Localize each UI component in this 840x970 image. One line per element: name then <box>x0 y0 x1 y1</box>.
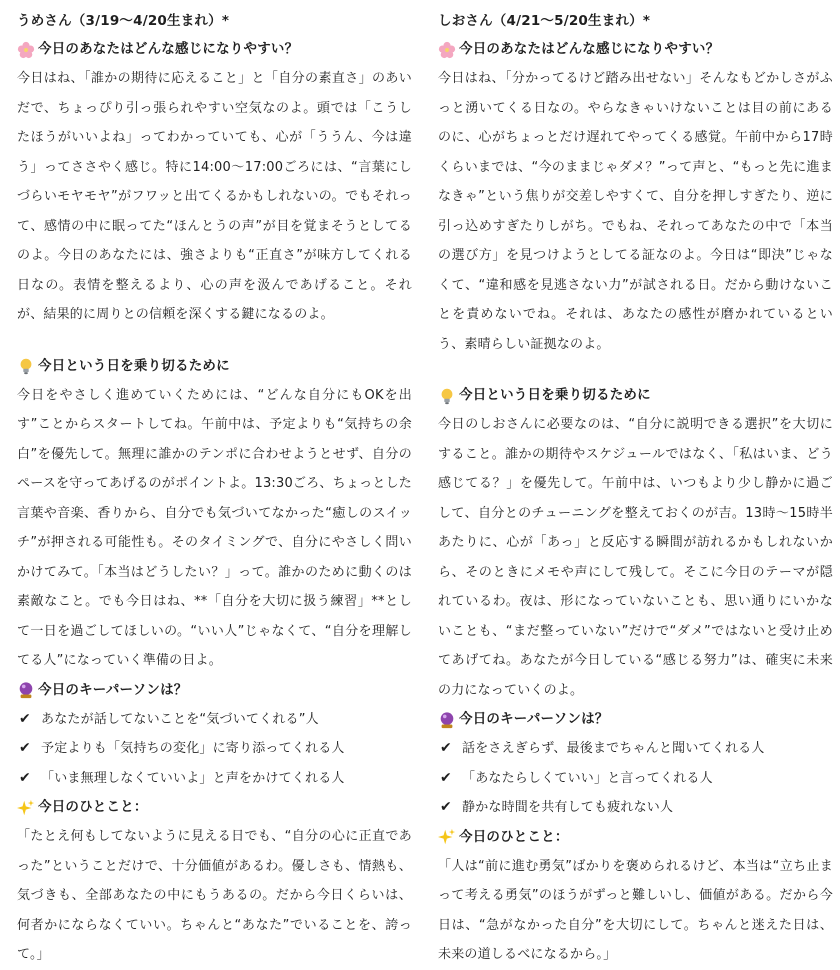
sign-name-heading: うめさん（3/19〜4/20生まれ）* <box>17 13 230 29</box>
word-title: 今日のひとこと： <box>38 799 148 815</box>
keyperson-list <box>438 734 833 823</box>
list-item <box>17 705 412 735</box>
list-item <box>17 764 412 794</box>
feeling-body: 今日はね、「誰かの期待に応えること」と「自分の素直さ」のあいだで、ちょっぴり引っ張られやすい空気なのよ。頭では「こうしたほうがいいよね」ってわかっていても、心が「ううん、今は違う」ってささやく感じ。特に14:00〜17:00ごろには、“言葉にしづらいモヤモヤ”がフワッと出てくるかもしれないの。でもそれって、感情の中に眠ってた“ほんとうの声”が目を覚まそうとしてるのよ。今日のあなたには、強さよりも“正直さ”が味方してくれる日なの。表情を整えるより、心の声を汲んであげること。それが、結果的に周りとの信頼を深くする鍵になるのよ。 <box>17 71 412 322</box>
sign-name-heading: しおさん（4/21〜5/20生まれ）* <box>438 13 651 29</box>
keyperson-item-text: あなたが話してないことを“気づいてくれる”人 <box>41 711 319 727</box>
cherry-blossom-icon <box>438 41 456 59</box>
feeling-body: 今日はね、「分かってるけど踏み出せない」そんなもどかしさがふっと湧いてくる日なの。やらなきゃいけないことは目の前にあるのに、心がちょっとだけ遅れてやってくる感覚。午前中から17時くらいまでは、“今のままじゃダメ？”って声と、“もっと先に進まなきゃ”という焦りが交差しやすくて、自分を押しすぎたり、逆に引っ込めすぎたりしがち。でもね、それってあなたの中で「本当の選び方」を見つけようとしてる証なのよ。今日は“即決”じゃなくて、“違和感を見逃さない力”が試される日。だから動けないことを責めないでね。それは、あなたの感性が磨かれているという、素晴らしい証拠なのよ。 <box>438 71 833 352</box>
tips-body: 今日をやさしく進めていくためには、“どんな自分にもOKを出す”ことからスタートしてね。午前中は、予定よりも“気持ちの余白”を優先して。無理に誰かのテンポに合わせようとせず、自分のペースを守ってあげるのがポイントよ。13:30ごろ、ちょっとした言葉や音楽、香りから、自分でも気づいてなかった“癒しのスイッチ”が押される可能性も。そのタイミングで、自分にやさしく問いかけてみて。「本当はどうしたい？」って。誰かのために動くのは素敵なこと。でも今日はね、**「自分を大切に扱う練習」**として一日を過ごしてほしいの。“いい人”じゃなくて、“自分を理解してる人”になっていく準備の日よ。 <box>17 387 412 668</box>
word-body: 「人は“前に進む勇気”ばかりを褒められるけど、本当は“立ち止まって考える勇気”のほうがずっと難しいし、価値がある。だから今日は、“急がなかった自分”を大切にして。ちゃんと迷えた日は、未来の道しるべになるから。」 <box>438 858 833 962</box>
feeling-heading <box>438 35 833 64</box>
feeling-heading <box>17 35 412 64</box>
check-mark-icon: ✔ <box>440 799 452 815</box>
cherry-blossom-icon <box>17 41 35 59</box>
tips-title: 今日という日を乗り切るために <box>459 387 651 403</box>
word-heading <box>438 823 833 852</box>
right-column <box>438 0 833 970</box>
tips-heading <box>17 352 412 381</box>
feeling-title: 今日のあなたはどんな感じになりやすい？ <box>459 41 720 57</box>
word-body: 「たとえ何もしてないように見える日でも、“自分の心に正直であった”ということだけで、十分価値があるわ。優しさも、情熱も、気づきも、全部あなたの中にもうあるの。だから今日くらいは、何者かにならなくていい。ちゃんと“あなた”でいることを、誇って。」 <box>17 829 412 962</box>
crystal-ball-icon <box>17 681 35 699</box>
check-mark-icon: ✔ <box>440 740 452 756</box>
light-bulb-icon <box>17 357 35 375</box>
word-heading <box>17 793 412 822</box>
keyperson-list <box>17 705 412 794</box>
crystal-ball-icon <box>438 711 456 729</box>
keyperson-item-text: 話をさえぎらず、最後までちゃんと聞いてくれる人 <box>462 741 765 756</box>
check-mark-icon: ✔ <box>19 710 31 727</box>
check-mark-icon: ✔ <box>19 740 31 756</box>
list-item <box>438 734 833 764</box>
keyperson-item-text: 静かな時間を共有しても疲れない人 <box>462 800 674 815</box>
check-mark-icon: ✔ <box>19 769 31 786</box>
feeling-title: 今日のあなたはどんな感じになりやすい？ <box>38 41 299 57</box>
keyperson-item-text: 「いま無理しなくていいよ」と声をかけてくれる人 <box>41 770 345 786</box>
light-bulb-icon <box>438 387 456 405</box>
sparkles-icon <box>17 799 35 817</box>
tips-body: 今日のしおさんに必要なのは、“自分に説明できる選択”を大切にすること。誰かの期待やスケジュールではなく、「私はいま、どう感じてる？」を優先して。午前中は、いつもより少し静かに過ごして、自分とのチューニングを整えておくのが吉。13時〜15時半あたりに、心が「あっ」と反応する瞬間が訪れるかもしれないから、そのときにメモや声にして残して。そこに今日のテーマが隠れているわ。夜は、形になっていないことも、思い通りにいかないことも、“まだ整っていない”だけで“ダメ”ではないと受け止めてあげてね。あなたが今日している“感じる努力”は、確実に未来の力になっていくのよ。 <box>438 417 833 698</box>
tips-heading <box>438 381 833 410</box>
keyperson-title: 今日のキーパーソンは？ <box>459 711 609 727</box>
keyperson-item-text: 「あなたらしくていい」と言ってくれる人 <box>462 770 713 786</box>
list-item <box>438 793 833 823</box>
tips-title: 今日という日を乗り切るために <box>38 357 230 374</box>
keyperson-heading <box>438 705 833 734</box>
keyperson-title: 今日のキーパーソンは？ <box>38 681 188 698</box>
sparkles-icon <box>438 828 456 846</box>
list-item <box>17 734 412 764</box>
left-column <box>17 0 412 970</box>
check-mark-icon: ✔ <box>440 769 452 786</box>
word-title: 今日のひとこと： <box>459 828 569 845</box>
keyperson-heading <box>17 676 412 705</box>
list-item <box>438 764 833 794</box>
keyperson-item-text: 予定よりも「気持ちの変化」に寄り添ってくれる人 <box>41 741 345 756</box>
